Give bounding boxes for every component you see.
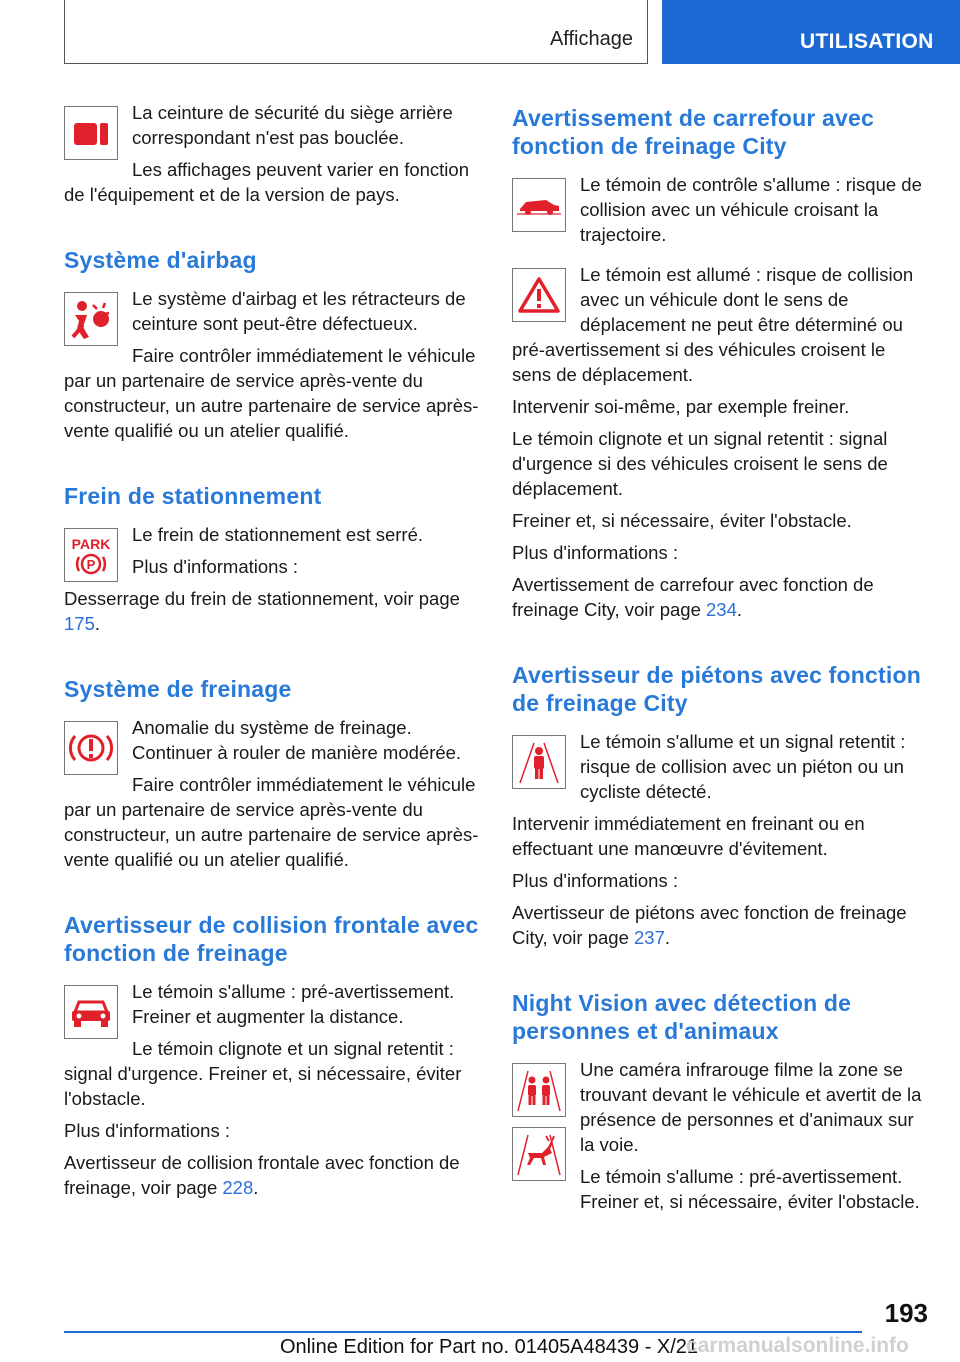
pedestrian-entry <box>512 729 928 957</box>
crossroad-entry-1 <box>512 172 928 254</box>
watermark: carmanualsonline.info <box>686 1334 909 1357</box>
page-link-234[interactable]: 234 <box>706 599 737 620</box>
seatbelt-warning-icon <box>64 106 118 160</box>
parking-text-1: Le frein de stationnement est serré. <box>132 524 424 545</box>
collision-text-2: Le témoin clignote et un signal retentit : signal d'urgence. Freiner et, si nécessaire, éviter l'obstacle. <box>64 1038 462 1109</box>
collision-ref-text: Avertisseur de collision frontale avec fonction de freinage, voir page <box>64 1152 460 1198</box>
page-link-228[interactable]: 228 <box>222 1177 254 1198</box>
page-link-237[interactable]: 237 <box>634 927 665 948</box>
animal-detection-icon <box>512 1127 566 1181</box>
nightvision-text-1: Une caméra infrarouge filme la zone se trouvant devant le véhicule et avertit de la présence de personnes et d'animaux sur la voie. <box>580 1059 922 1155</box>
crossroad-entry-2 <box>512 262 928 629</box>
parking-ref-text: Desserrage du frein de stationnement, voir page <box>64 588 460 609</box>
airbag-text-2: Faire contrôler immédiatement le véhicule par un partenaire de service après-vente du constructeur, un autre partenaire de service après-vente qualifié ou un atelier qualifié. <box>64 345 479 441</box>
braking-text-1: Anomalie du système de freinage. Continuer à rouler de manière modérée. <box>132 717 462 763</box>
crossroad-text-1: Le témoin de contrôle s'allume : risque de collision avec un véhicule croisant la trajectoire. <box>580 174 922 245</box>
right-column <box>512 100 928 1221</box>
pedestrian-ref-dot: . <box>664 927 671 948</box>
crossroad-text-2: Le témoin est allumé : risque de collision avec un véhicule dont le sens de déplacement ne peut être déterminé ou pré-avertissement si des véhicules croisent le sens de déplacement. <box>512 264 914 385</box>
edition-text: Online Edition for Part no. 01405A48439 - X/21 <box>280 1336 699 1358</box>
crossroad-text-3: Intervenir soi-même, par exemple freiner. <box>512 396 850 417</box>
crossroad-ref-text: Avertissement de carrefour avec fonction de freinage City, voir page <box>512 574 874 620</box>
cross-traffic-car-icon <box>512 178 566 232</box>
pedestrian-ref-text: Avertisseur de piétons avec fonction de freinage City, voir page <box>512 902 907 948</box>
pedestrian-text-1: Le témoin s'allume et un signal retentit : risque de collision avec un piéton ou un cycliste détecté. <box>580 731 906 802</box>
section-title: Affichage <box>549 28 633 50</box>
page-link-175[interactable]: 175 <box>64 613 95 634</box>
airbag-heading: Système d'airbag <box>64 247 257 273</box>
chapter-tab: UTILISATION <box>662 0 960 64</box>
nightvision-heading: Night Vision avec détection de personnes et d'animaux <box>512 990 852 1044</box>
svg-text:P: P <box>86 557 96 572</box>
header-section-box <box>64 0 648 64</box>
park-brake-icon-label: PARK <box>71 536 111 552</box>
brake-system-icon <box>64 721 118 775</box>
front-collision-icon <box>64 985 118 1039</box>
pedestrian-heading: Avertisseur de piétons avec fonction de freinage City <box>512 662 921 716</box>
parking-ref-dot: . <box>94 613 101 634</box>
collision-heading: Avertisseur de collision frontale avec fonction de freinage <box>64 912 479 966</box>
crossroad-text-6: Plus d'informations : <box>512 542 678 563</box>
collision-text-4 <box>64 1150 480 1200</box>
airbag-icon <box>64 292 118 346</box>
seatbelt-entry <box>64 100 480 214</box>
warning-triangle-icon <box>512 268 566 322</box>
braking-text-2: Faire contrôler immédiatement le véhicule par un partenaire de service après-vente du constructeur, un autre partenaire de service après-vente qualifié ou un atelier qualifié. <box>64 774 479 870</box>
left-column <box>64 100 480 1207</box>
nightvision-entry <box>512 1057 928 1221</box>
crossroad-text-5: Freiner et, si nécessaire, éviter l'obstacle. <box>512 510 852 531</box>
crossroad-text-7 <box>512 572 928 622</box>
seatbelt-text: La ceinture de sécurité du siège arrière correspondant n'est pas bouclée. <box>132 102 453 148</box>
persons-detection-icon <box>512 1063 566 1117</box>
crossroad-ref-dot: . <box>736 599 743 620</box>
parking-heading: Frein de stationnement <box>64 483 322 509</box>
page-number: 193 <box>884 1298 928 1328</box>
collision-text-3: Plus d'informations : <box>64 1120 230 1141</box>
parking-text-3 <box>64 586 480 636</box>
crossroad-heading: Avertissement de carrefour avec fonction de freinage City <box>512 105 875 159</box>
pedestrian-warning-icon <box>512 735 566 789</box>
nightvision-text-2: Le témoin s'allume : pré-avertissement. Freiner et, si nécessaire, éviter l'obstacle. <box>580 1166 920 1212</box>
braking-heading: Système de freinage <box>64 676 292 702</box>
parking-text-2: Plus d'informations : <box>132 556 298 577</box>
parking-entry <box>64 522 480 643</box>
collision-entry <box>64 979 480 1207</box>
pedestrian-text-3: Plus d'informations : <box>512 870 678 891</box>
braking-entry <box>64 715 480 879</box>
seatbelt-note: Les affichages peuvent varier en fonction de l'équipement et de la version de pays. <box>64 159 469 205</box>
park-brake-icon <box>64 528 118 582</box>
crossroad-text-4: Le témoin clignote et un signal retentit : signal d'urgence si des véhicules croisent le sens de déplacement. <box>512 428 888 499</box>
collision-ref-dot: . <box>253 1177 259 1198</box>
pedestrian-text-2: Intervenir immédiatement en freinant ou en effectuant une manœuvre d'évitement. <box>512 813 865 859</box>
collision-text-1: Le témoin s'allume : pré-avertissement. Freiner et augmenter la distance. <box>132 981 455 1027</box>
airbag-text-1: Le système d'airbag et les rétracteurs de ceinture sont peut-être défectueux. <box>132 288 466 334</box>
airbag-entry <box>64 286 480 450</box>
pedestrian-text-4 <box>512 900 928 950</box>
nightvision-icons <box>512 1063 566 1191</box>
footer-rule <box>64 1331 862 1333</box>
